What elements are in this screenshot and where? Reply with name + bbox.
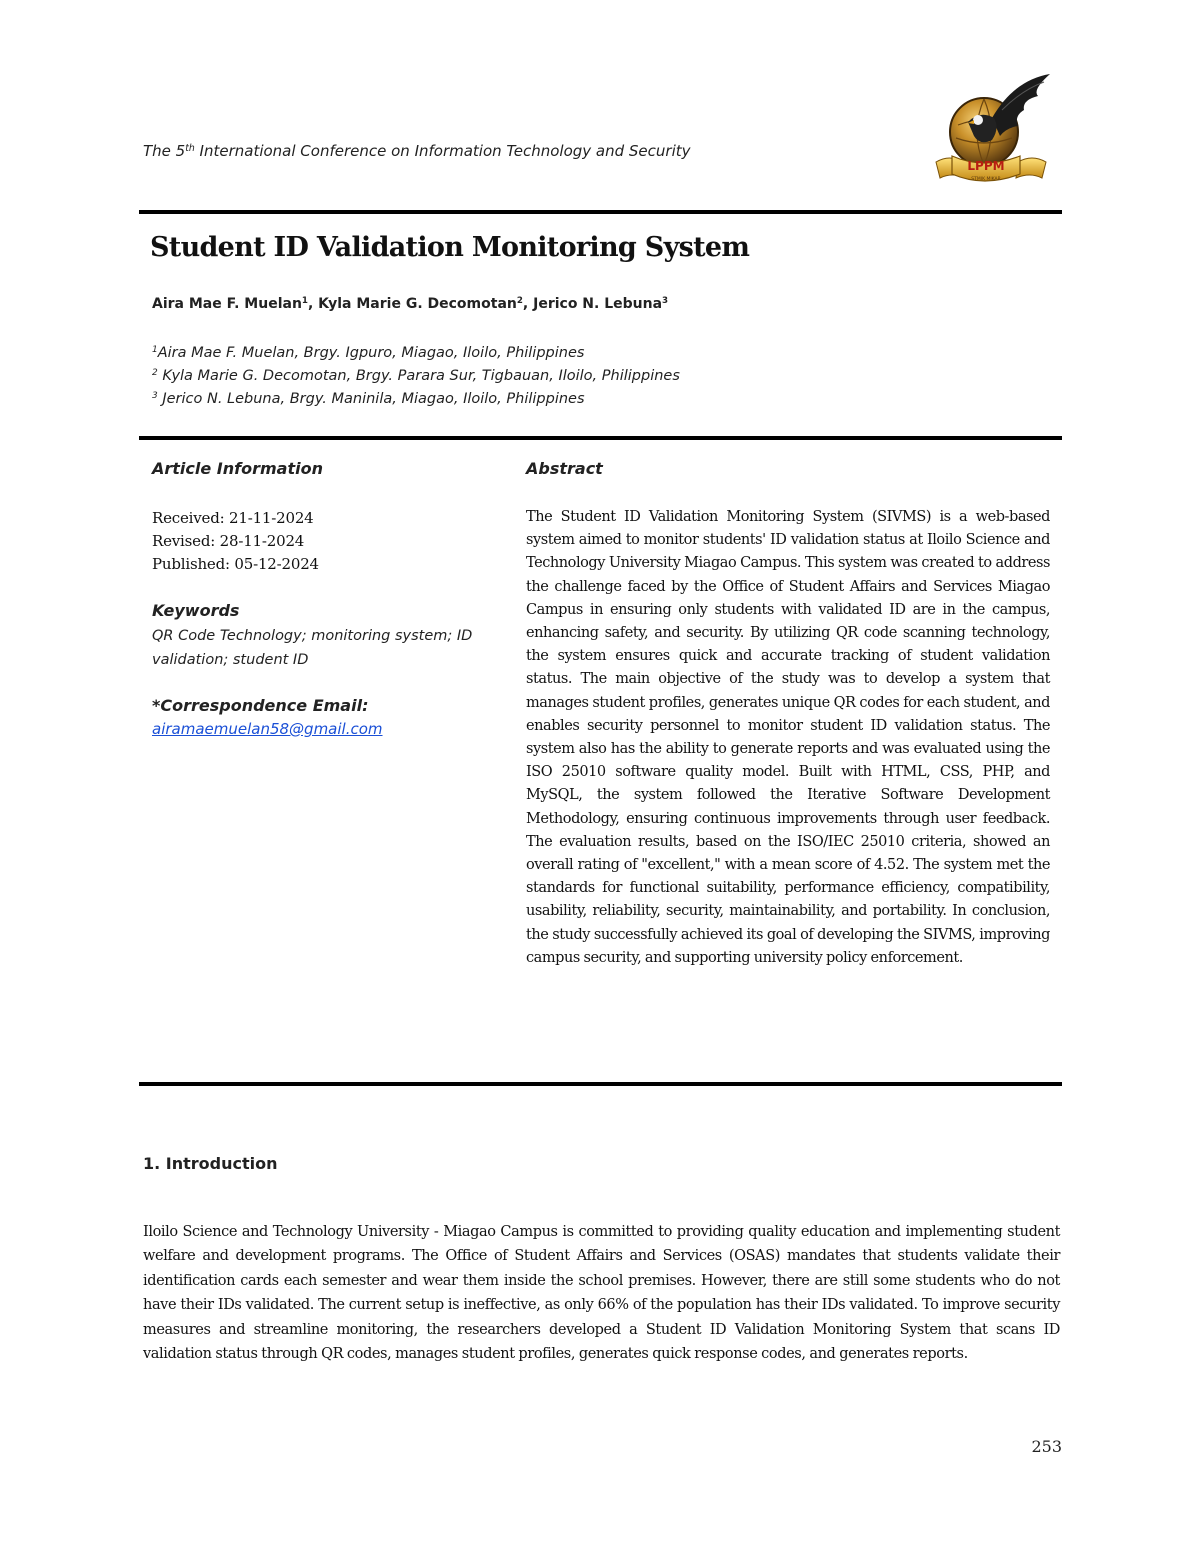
correspondence-heading: *Correspondence Email: <box>152 696 369 715</box>
author-line: Aira Mae F. Muelan$^1$, Kyla Marie G. Decomotan$^2$, Jerico N. Lebuna$^3$ <box>152 296 669 312</box>
conference-name: International Conference on Information Technology and Security <box>194 142 691 160</box>
section-rule <box>139 436 1062 440</box>
abstract-rule <box>139 1082 1062 1086</box>
keywords-text: QR Code Technology; monitoring system; ID validation; student ID <box>152 628 473 668</box>
author-name: Jerico N. Lebuna <box>533 296 663 312</box>
introduction-heading: 1. Introduction <box>143 1154 278 1173</box>
affiliations <box>152 342 680 411</box>
header-rule <box>139 210 1062 214</box>
paper-title: Student ID Validation Monitoring System <box>150 232 750 263</box>
author-mark: 2 <box>516 296 523 307</box>
published-date: Published: 05-12-2024 <box>152 555 319 573</box>
logo-text: LPPM <box>967 159 1005 173</box>
author-mark: 1 <box>301 296 308 307</box>
author-name: Aira Mae F. Muelan <box>152 296 302 312</box>
correspondence-email-link[interactable]: airamaemuelan58@gmail.com <box>152 720 383 738</box>
article-dates <box>152 507 319 576</box>
abstract-body: The Student ID Validation Monitoring System (SIVMS) is a web-based system aimed to monitor students' ID validation status at Iloilo Science and Technology University Miagao Campus. This system was created to address the challenge faced by the Office of Student Affairs and Services Miagao Campus in ensuring only students with validated ID are in the campus, enhancing safety, and security. By utilizing QR code scanning technology, the system ensures quick and accurate tracking of student validation status. The main objective of the study was to develop a system that manages student profiles, generates unique QR codes for each student, and enables security personnel to monitor student ID validation status. The system also has the ability to generate reports and was evaluated using the ISO 25010 software quality model. Built with HTML, CSS, PHP, and MySQL, the system followed the Iterative Software Development Methodology, ensuring continuous improvements through user feedback. The evaluation results, based on the ISO/IEC 25010 criteria, showed an overall rating of "excellent," with a mean score of 4.52. The system met the standards for functional suitability, performance efficiency, compatibility, usability, reliability, security, maintainability, and portability. In conclusion, the study successfully achieved its goal of developing the SIVMS, improving campus security, and supporting university policy enforcement. <box>526 509 1050 966</box>
lppm-logo <box>922 70 1062 195</box>
abstract-heading: Abstract <box>526 459 603 478</box>
revised-date: Revised: 28-11-2024 <box>152 532 305 550</box>
author-name: Kyla Marie G. Decomotan <box>318 296 517 312</box>
conference-header <box>143 142 903 160</box>
conference-prefix: The 5 <box>143 142 186 160</box>
conference-ordinal: th <box>185 142 195 154</box>
logo-subtext: STMIK MIKAR <box>971 177 1001 182</box>
eagle-globe-logo-icon <box>922 70 1062 195</box>
affiliation-item: $^3$ Jerico N. Lebuna, Brgy. Maninila, Miagao, Iloilo, Philippines <box>152 391 585 407</box>
affiliation-item: $^1$Aira Mae F. Muelan, Brgy. Igpuro, Miagao, Iloilo, Philippines <box>152 345 585 361</box>
affiliation-item: $^2$ Kyla Marie G. Decomotan, Brgy. Parara Sur, Tigbauan, Iloilo, Philippines <box>152 368 680 384</box>
author-mark: 3 <box>662 296 669 307</box>
article-info-heading: Article Information <box>152 459 323 478</box>
introduction-body: Iloilo Science and Technology University - Miagao Campus is committed to providing quality education and implementing student welfare and development programs. The Office of Student Affairs and Services (OSAS) mandates that students validate their identification cards each semester and wear them inside the school premises. However, there are still some students who do not have their IDs validated. The current setup is ineffective, as only 66% of the population has their IDs validated. To improve security measures and streamline monitoring, the researchers developed a Student ID Validation Monitoring System that scans ID validation status through QR codes, manages student profiles, generates quick response codes, and generates reports. <box>143 1224 1060 1363</box>
page-number: 253 <box>1031 1437 1062 1456</box>
received-date: Received: 21-11-2024 <box>152 509 314 527</box>
keywords-heading: Keywords <box>152 601 240 620</box>
